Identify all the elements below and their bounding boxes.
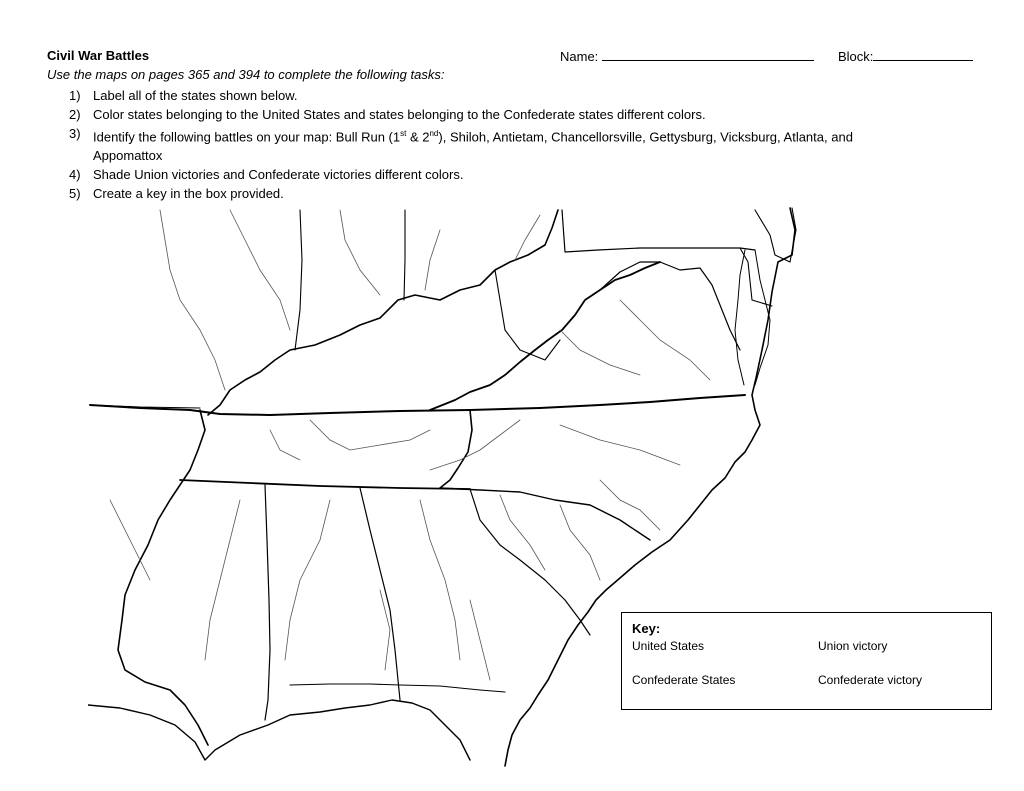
task-item: 2) Color states belonging to the United States and states belonging to the Confederate states different colors. xyxy=(69,107,706,122)
gulf-coastline xyxy=(88,700,470,760)
chesapeake-bay xyxy=(735,250,745,385)
worksheet-title: Civil War Battles xyxy=(47,48,150,63)
river xyxy=(340,210,380,295)
ohio-river-border xyxy=(208,210,558,415)
river xyxy=(420,500,460,660)
task-item: 5) Create a key in the box provided. xyxy=(69,186,284,202)
name-label: Name: xyxy=(560,49,599,64)
border-tn-south xyxy=(180,480,470,489)
border-nc-sc xyxy=(440,488,650,540)
potomac-river xyxy=(600,262,740,350)
river xyxy=(560,330,640,375)
block-field[interactable] xyxy=(838,48,973,64)
river xyxy=(560,425,680,465)
border-ga-fl xyxy=(290,684,505,692)
river xyxy=(430,420,520,470)
name-blank-line[interactable] xyxy=(602,48,814,61)
block-label: Block: xyxy=(838,49,874,64)
river xyxy=(285,500,330,660)
river xyxy=(425,230,440,290)
river xyxy=(205,500,240,660)
river xyxy=(470,600,490,680)
border-va-wv xyxy=(430,262,660,410)
border-tn-nc xyxy=(440,410,472,488)
key-item-united-states: United States xyxy=(632,639,705,653)
block-blank-line[interactable] xyxy=(873,48,973,61)
river xyxy=(230,210,290,330)
river xyxy=(560,505,600,580)
task-item: 1) Label all of the states shown below. xyxy=(69,88,298,103)
task-list xyxy=(69,86,969,203)
border-md-pa xyxy=(562,210,755,252)
river xyxy=(310,420,430,450)
mississippi-river xyxy=(118,410,208,745)
key-box[interactable] xyxy=(621,612,992,710)
river xyxy=(270,430,300,460)
border-in-oh xyxy=(404,210,405,300)
river xyxy=(500,495,545,570)
river xyxy=(160,210,225,390)
border-tn-ky-va-nc xyxy=(90,395,745,415)
key-item-union-victory: Union victory xyxy=(818,639,888,653)
river xyxy=(110,500,150,580)
new-jersey xyxy=(755,208,796,262)
border-al-ga xyxy=(360,488,400,700)
border-wv xyxy=(495,270,560,360)
task-item: 4) Shade Union victories and Confederate victories different colors. xyxy=(69,167,464,183)
river xyxy=(620,300,710,380)
border-il-in xyxy=(295,210,302,350)
task-item: 3) Identify the following battles on your map: Bull Run (1st & 2nd), Shiloh, Antietam, Chancellorsville, Gettysburg, Vicksburg, Atlanta, and Appomattox xyxy=(69,126,853,164)
key-item-confederate-victory: Confederate victory xyxy=(818,673,923,687)
border-sc-ga xyxy=(470,489,590,635)
river xyxy=(515,215,540,260)
river xyxy=(600,480,660,530)
border-ms-al xyxy=(265,485,270,720)
key-item-confederate-states: Confederate States xyxy=(632,673,736,687)
instructions: Use the maps on pages 365 and 394 to complete the following tasks: xyxy=(47,67,445,82)
name-field[interactable] xyxy=(560,48,814,64)
key-title: Key: xyxy=(632,621,661,636)
